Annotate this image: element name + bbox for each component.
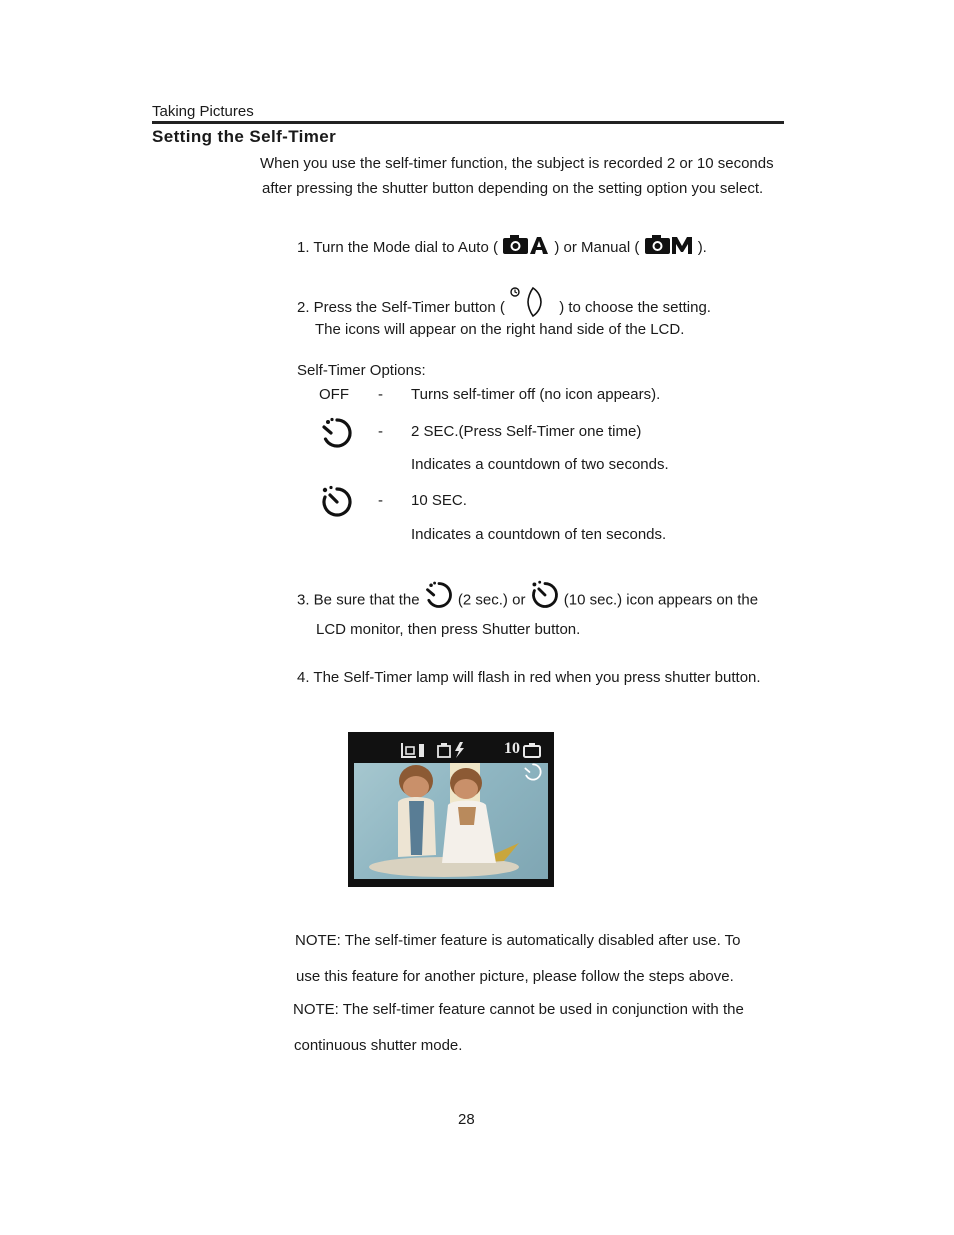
step-3-text-c: (10 sec.) icon appears on the <box>563 591 759 609</box>
note-2-line-2: continuous shutter mode. <box>294 1037 463 1054</box>
section-label: Taking Pictures <box>152 103 254 120</box>
step-3-text-a: 3. Be sure that the <box>297 591 420 609</box>
step-1 <box>297 233 707 259</box>
option-2s-dash: - <box>378 423 383 440</box>
intro-line-1: When you use the self-timer function, the subject is recorded 2 or 10 seconds <box>260 155 774 172</box>
option-off-desc: Turns self-timer off (no icon appears). <box>411 386 661 403</box>
lcd-timer-icon <box>522 762 544 782</box>
note-1-line-2: use this feature for another picture, please follow the steps above. <box>296 968 734 985</box>
option-off-label: OFF <box>319 386 349 403</box>
step-3-text-b: (2 sec.) or <box>457 591 526 609</box>
step-2-text-a: 2. Press the Self-Timer button ( <box>297 298 505 316</box>
camera-manual-icon <box>644 233 694 263</box>
lcd-preview <box>348 732 554 887</box>
note-2-line-1: NOTE: The self-timer feature cannot be used in conjunction with the <box>293 1001 744 1018</box>
page-number: 28 <box>458 1111 475 1128</box>
note-1-line-1: NOTE: The self-timer feature is automatically disabled after use. To <box>295 932 741 949</box>
step-3-line-2: LCD monitor, then press Shutter button. <box>316 621 581 638</box>
lcd-photo <box>354 763 548 879</box>
intro-line-2: after pressing the shutter button depending on the setting option you select. <box>262 180 764 197</box>
camera-auto-icon <box>502 233 550 263</box>
header-rule <box>152 121 784 124</box>
lcd-shots-remaining: 10 <box>504 740 520 757</box>
options-heading: Self-Timer Options: <box>297 362 426 379</box>
option-off-dash: - <box>378 386 383 403</box>
timer-2s-inline-icon <box>424 580 454 621</box>
page-title: Setting the Self-Timer <box>152 127 337 146</box>
step-4: 4. The Self-Timer lamp will flash in red when you press shutter button. <box>297 669 761 686</box>
step-2-text-b: ) to choose the setting. <box>559 298 711 316</box>
option-2s-desc-2: Indicates a countdown of two seconds. <box>411 456 669 473</box>
step-1-text-a: 1. Turn the Mode dial to Auto ( <box>297 238 498 256</box>
step-1-text-b: ) or Manual ( <box>554 238 640 256</box>
lcd-camera-icon <box>523 742 541 758</box>
option-10s-dash: - <box>378 492 383 509</box>
step-1-text-c: ). <box>697 238 707 256</box>
step-2-line-2: The icons will appear on the right hand side of the LCD. <box>315 321 685 338</box>
step-3 <box>297 580 758 612</box>
step-2 <box>297 286 711 320</box>
figurine-photo <box>354 763 548 879</box>
option-10s-desc: 10 SEC. <box>411 492 467 509</box>
option-2s-desc: 2 SEC.(Press Self-Timer one time) <box>411 423 642 440</box>
timer-2s-icon <box>320 416 354 450</box>
timer-10s-inline-icon <box>530 580 560 621</box>
lcd-status-icons <box>400 740 480 760</box>
timer-10s-icon <box>320 485 354 519</box>
option-10s-desc-2: Indicates a countdown of ten seconds. <box>411 526 667 543</box>
